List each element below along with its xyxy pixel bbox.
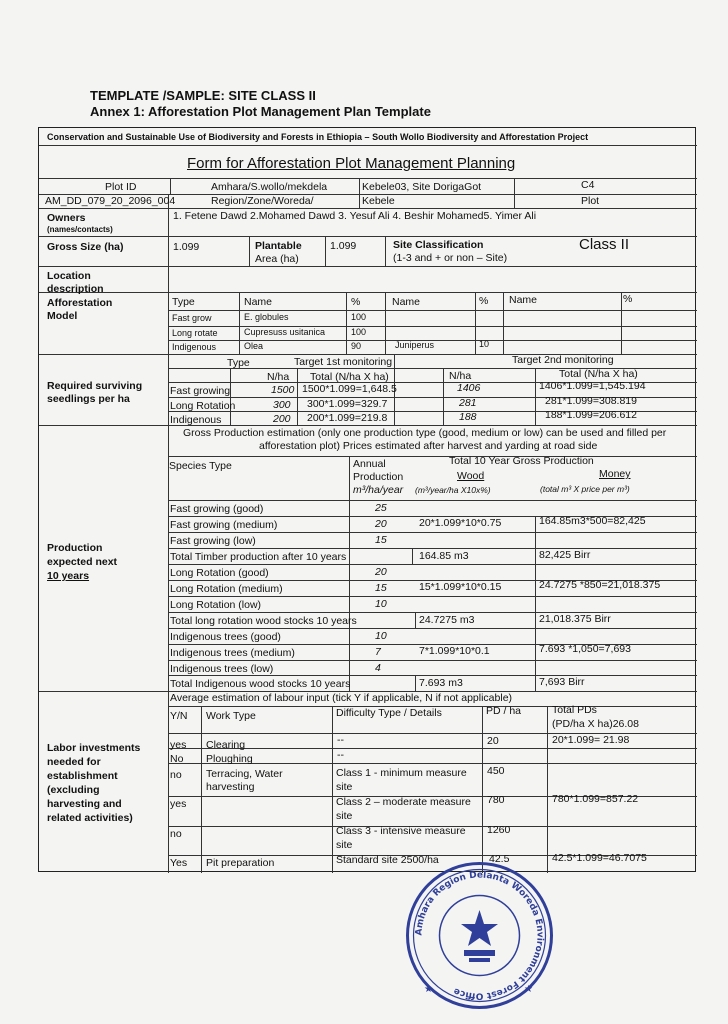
- production-row-annual: 10: [375, 598, 387, 610]
- production-row-annual: 7: [375, 646, 381, 658]
- labor-header-total: Total PDs: [552, 704, 597, 716]
- target-1-total: Total (N/ha X ha): [310, 371, 389, 383]
- seedling-row-t1: 1500*1.099=1,648.5: [302, 383, 397, 395]
- production-row-wood: 15*1.099*10*0.15: [419, 581, 502, 593]
- production-note-2: afforestation plot) Prices estimated after harvest and yarding at road side: [259, 440, 598, 452]
- production-total-label: Total Timber production after 10 years: [170, 551, 347, 563]
- labor-label-5: harvesting and: [47, 798, 122, 810]
- plantable-value: 1.099: [330, 240, 357, 252]
- production-row-annual: 25: [375, 502, 387, 514]
- labor-row-total: 20*1.099= 21.98: [552, 734, 630, 746]
- model-header-pct-2: %: [479, 295, 489, 307]
- labor-row-difficulty: Class 3 - intensive measure: [336, 825, 466, 837]
- target-2-label: Target 2nd monitoring: [512, 354, 614, 366]
- target-2-total: Total (N/ha X ha): [559, 368, 638, 380]
- production-total-label: Total long rotation wood stocks 10 years: [170, 615, 357, 627]
- labor-row-work: Ploughing: [206, 753, 253, 765]
- labor-row-pd: 780: [487, 794, 505, 806]
- target-2-nha: N/ha: [449, 370, 472, 382]
- labor-row-work-2: harvesting: [206, 781, 255, 793]
- gross-size-label: Gross Size (ha): [47, 241, 124, 253]
- svg-text:★: ★: [424, 984, 433, 995]
- money-header: Money: [599, 468, 631, 480]
- production-label-3: 10 years: [47, 570, 90, 582]
- labor-row-work: Pit preparation: [206, 857, 275, 869]
- labor-row-total: 780*1.099=857.22: [552, 793, 639, 805]
- model-header-name: Name: [244, 296, 273, 308]
- production-row-annual: 20: [375, 518, 387, 530]
- production-row-label: Indigenous trees (low): [170, 663, 274, 675]
- owners-value: 1. Fetene Dawd 2.Mohamed Dawd 3. Yesuf Ali 4. Beshir Mohamed5. Yimer Ali: [173, 210, 537, 222]
- gross-size-value: 1.099: [173, 241, 200, 253]
- model-row-name: Cupresuss usitanica: [244, 327, 326, 337]
- labor-row-pd: 42.5: [489, 853, 510, 865]
- production-row-annual: 10: [375, 630, 387, 642]
- page-heading: [90, 88, 431, 120]
- production-total-wood: 164.85 m3: [419, 550, 469, 562]
- region-label: Region/Zone/Woreda/: [211, 195, 314, 207]
- seedling-row-t1: 300*1.099=329.7: [307, 398, 388, 410]
- plantable-label-2: Area (ha): [255, 253, 299, 265]
- model-row-type: Long rotate: [172, 328, 218, 338]
- ten-year-header: Total 10 Year Gross Production: [449, 455, 594, 467]
- production-row-wood: 7*1.099*10*0.1: [419, 645, 490, 657]
- production-row-label: Fast growing (medium): [170, 519, 278, 531]
- labor-header-difficulty: Difficulty Type / Details: [336, 707, 442, 719]
- labor-row-work: Clearing: [206, 739, 246, 751]
- model-row-pct-2: 10: [479, 339, 490, 349]
- production-row-money: 7.693 *1,050=7,693: [539, 643, 631, 655]
- seedling-row-t2: 188*1.099=206.612: [545, 409, 637, 421]
- target-1-label: Target 1st monitoring: [294, 356, 393, 368]
- model-header-type: Type: [172, 296, 195, 308]
- seedling-row-t2: 1406*1.099=1,545.194: [539, 380, 646, 392]
- production-row-money: 24.7275 *850=21,018.375: [539, 579, 661, 591]
- production-label: Production: [47, 542, 103, 554]
- wood-unit: (m³/year/ha X10x%): [415, 485, 491, 495]
- seedling-row-n2: 188: [459, 411, 477, 423]
- labor-row-yn: Yes: [170, 857, 188, 869]
- production-row-label: Long Rotation (medium): [170, 583, 283, 595]
- labor-header-total-2: (PD/ha X ha)26.08: [552, 718, 639, 730]
- plot-label: Plot: [581, 195, 600, 207]
- production-total-wood: 24.7275 m3: [419, 614, 475, 626]
- plot-value: C4: [581, 179, 595, 191]
- model-label-2: Model: [47, 310, 78, 322]
- plot-id-label: Plot ID: [105, 181, 137, 193]
- location-label-2: description: [47, 283, 104, 295]
- labor-row-difficulty: Standard site 2500/ha: [336, 854, 439, 866]
- labor-header-pd: PD / ha: [486, 705, 522, 717]
- site-classification-label: Site Classification: [393, 239, 484, 251]
- seedling-row-t1: 200*1.099=219.8: [307, 412, 388, 424]
- labor-label-6: related activities): [47, 812, 133, 824]
- labor-note: Average estimation of labour input (tick Y if applicable, N if not applicable): [170, 692, 513, 704]
- stamp-text: Amhara Region Delanta Woreda Environment Forest Office: [414, 870, 545, 1001]
- labor-row-difficulty: Class 1 - minimum measure: [336, 767, 467, 779]
- money-unit: (total m³ X price per m³): [540, 484, 630, 494]
- model-header-pct: %: [351, 296, 361, 308]
- seedling-row-type: Indigenous: [170, 414, 222, 426]
- official-stamp: [402, 858, 557, 1013]
- labor-row-difficulty-2: site: [336, 839, 353, 851]
- svg-text:★: ★: [524, 984, 533, 995]
- annex-title: Annex 1: Afforestation Plot Management Plan Template: [90, 104, 431, 119]
- model-row-pct: 90: [351, 341, 362, 351]
- wood-header: Wood: [457, 470, 485, 482]
- owners-sublabel: (names/contacts): [47, 225, 113, 234]
- production-row-annual: 4: [375, 662, 381, 674]
- template-title: TEMPLATE /SAMPLE: SITE CLASS II: [90, 88, 316, 103]
- production-row-annual: 20: [375, 566, 387, 578]
- site-classification-hint: (1-3 and + or non – Site): [393, 252, 508, 264]
- kebele-label: Kebele: [362, 195, 395, 207]
- seedling-row-type: Long Rotation: [170, 400, 236, 412]
- production-row-label: Indigenous trees (medium): [170, 647, 295, 659]
- form-title: Form for Afforestation Plot Management Planning: [187, 155, 516, 172]
- production-row-annual: 15: [375, 582, 387, 594]
- labor-row-yn: no: [170, 828, 182, 840]
- labor-label-3: establishment: [47, 770, 118, 782]
- model-header-pct-3: %: [623, 293, 633, 305]
- seedling-row-n1: 300: [273, 399, 291, 411]
- production-total-wood: 7.693 m3: [419, 677, 463, 689]
- plot-id-value: AM_DD_079_20_2096_004: [45, 195, 176, 207]
- production-row-label: Indigenous trees (good): [170, 631, 281, 643]
- labor-row-total: 42.5*1.099=46.7075: [552, 852, 647, 864]
- model-row-pct: 100: [351, 312, 367, 322]
- labor-row-difficulty-2: site: [336, 810, 353, 822]
- plan-form: [38, 127, 696, 872]
- seedling-row-type: Fast growing: [170, 385, 231, 397]
- labor-row-difficulty: Class 2 – moderate measure: [336, 796, 471, 808]
- labor-row-work: Terracing, Water: [206, 768, 283, 780]
- target-1-nha: N/ha: [267, 371, 290, 383]
- location-label: Location: [47, 270, 91, 282]
- production-label-2: expected next: [47, 556, 118, 568]
- species-type-header: Species Type: [169, 460, 232, 472]
- production-row-label: Fast growing (low): [170, 535, 256, 547]
- seedlings-type-header: Type: [227, 357, 250, 369]
- model-row-name-2: Juniperus: [395, 340, 435, 350]
- production-note: Gross Production estimation (only one production type (good, medium or low) can be used and filled per: [183, 427, 667, 439]
- model-label: Afforestation: [47, 297, 113, 309]
- model-row-type: Fast grow: [172, 313, 212, 323]
- model-header-name-2: Name: [392, 296, 421, 308]
- seedlings-label: Required surviving: [47, 380, 143, 392]
- model-row-type: Indigenous: [172, 342, 217, 352]
- production-row-label: Long Rotation (good): [170, 567, 269, 579]
- production-total-money: 7,693 Birr: [539, 676, 585, 688]
- model-row-name: E. globules: [244, 312, 289, 322]
- production-row-annual: 15: [375, 534, 387, 546]
- model-header-name-3: Name: [509, 294, 538, 306]
- labor-header-yn: Y/N: [170, 710, 188, 722]
- production-row-money: 164.85m3*500=82,425: [539, 515, 646, 527]
- labor-header-work: Work Type: [206, 710, 256, 722]
- site-class-value: Class II: [579, 236, 630, 253]
- annual-header: Annual: [353, 458, 386, 470]
- production-row-label: Long Rotation (low): [170, 599, 262, 611]
- owners-label: Owners: [47, 212, 86, 224]
- production-row-wood: 20*1.099*10*0.75: [419, 517, 502, 529]
- production-total-money: 82,425 Birr: [539, 549, 591, 561]
- labor-row-pd: 1260: [487, 824, 511, 836]
- labor-label: Labor investments: [47, 742, 141, 754]
- model-row-pct: 100: [351, 327, 367, 337]
- production-total-money: 21,018.375 Birr: [539, 613, 611, 625]
- annual-header-2: Production: [353, 471, 404, 483]
- labor-row-yn: yes: [170, 798, 187, 810]
- labor-label-2: needed for: [47, 756, 101, 768]
- seedling-row-n1: 200: [273, 413, 291, 425]
- seedling-row-n1: 1500: [271, 384, 295, 396]
- labor-label-4: (excluding: [47, 784, 100, 796]
- labor-row-difficulty: --: [337, 734, 344, 746]
- annual-header-3: m³/ha/year: [353, 484, 404, 496]
- seedlings-label-2: seedlings per ha: [47, 393, 130, 405]
- labor-row-difficulty: --: [337, 749, 344, 761]
- plantable-label: Plantable: [255, 240, 302, 252]
- region-value: Amhara/S.wollo/mekdela: [211, 181, 328, 193]
- labor-row-pd: 20: [487, 735, 499, 747]
- labor-row-yn: no: [170, 769, 182, 781]
- production-row-label: Fast growing (good): [170, 503, 264, 515]
- production-total-label: Total Indigenous wood stocks 10 years: [170, 678, 351, 690]
- model-row-name: Olea: [244, 341, 264, 351]
- labor-row-yn: No: [170, 753, 184, 765]
- seedling-row-n2: 281: [459, 397, 477, 409]
- kebele-value: Kebele03, Site DorigaGot: [362, 181, 482, 193]
- labor-row-difficulty-2: site: [336, 781, 353, 793]
- seedling-row-n2: 1406: [457, 382, 481, 394]
- labor-row-yn: yes: [170, 739, 187, 751]
- project-title: Conservation and Sustainable Use of Biodiversity and Forests in Ethiopia – South Wollo Biodiversity and Afforestation Project: [47, 132, 589, 142]
- labor-row-pd: 450: [487, 765, 505, 777]
- seedling-row-t2: 281*1.099=308.819: [545, 395, 637, 407]
